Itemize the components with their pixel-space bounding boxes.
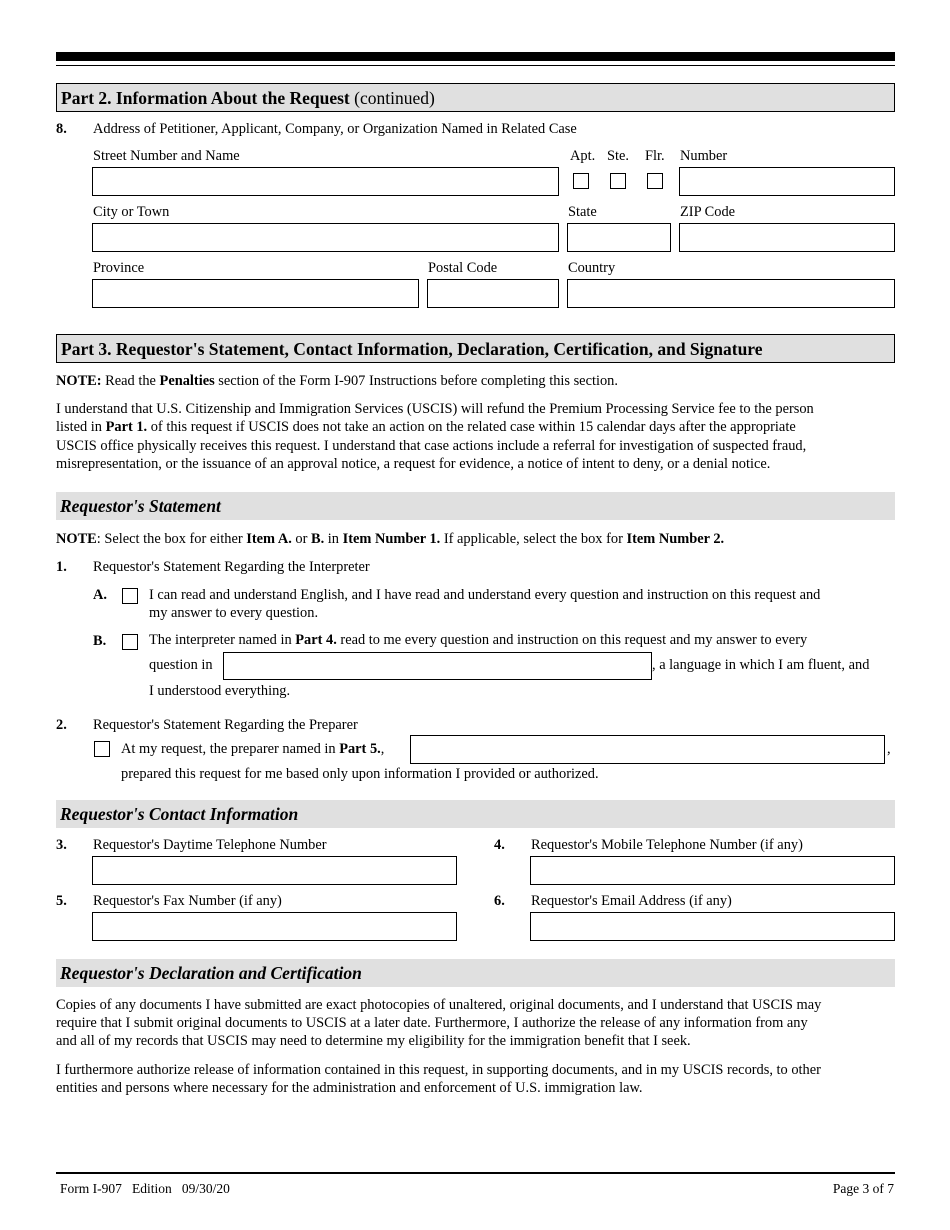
part2-title-suffix: (continued) [349, 88, 435, 108]
ste-label: Ste. [607, 148, 629, 164]
item-b-checkbox[interactable] [122, 634, 138, 650]
note-a: NOTE [56, 531, 97, 547]
daytime-phone-input[interactable] [92, 856, 457, 885]
part3-title: Part 3. Requestor's Statement, Contact Information, Declaration, Certification, and Signature [61, 339, 763, 359]
declaration-p1-line3: and all of my records that USCIS may need to determine my eligibility for the immigration benefit that I seek. [56, 1033, 691, 1049]
declaration-p2-line2: entities and persons where necessary for the administration and enforcement of U.S. immigration law. [56, 1080, 643, 1096]
note-text-end: section of the Form I-907 Instructions before completing this section. [214, 373, 618, 389]
email-input[interactable] [530, 912, 895, 941]
part3-para-line1: I understand that U.S. Citizenship and Immigration Services (USCIS) will refund the Premium Processing Service fee to the person [56, 401, 814, 417]
item-b-language-tail: , a language in which I am fluent, and [652, 657, 870, 673]
item2-line1 [121, 740, 384, 759]
item-b-letter: B. [93, 633, 107, 649]
preparer-name-input[interactable] [410, 735, 885, 764]
note-i: Item Number 2. [626, 531, 725, 547]
item5-label: Requestor's Fax Number (if any) [93, 893, 282, 909]
declaration-p1-line2: require that I submit original documents to USCIS at a later date. Furthermore, I authorize the release of any information from any [56, 1015, 808, 1031]
note-c: Item A. [246, 531, 292, 547]
item4-label: Requestor's Mobile Telephone Number (if any) [531, 837, 803, 853]
note-label: NOTE: [56, 373, 102, 389]
part3-para-line3: USCIS office physically receives this request. I understand that case actions include a referral for investigation of suspected fraud, [56, 438, 807, 454]
country-input[interactable] [567, 279, 895, 308]
top-rule-thick [56, 52, 895, 61]
item2-label: Requestor's Statement Regarding the Preparer [93, 717, 358, 733]
number-label: Number [680, 148, 728, 164]
mobile-phone-input[interactable] [530, 856, 895, 885]
para-part1-ref: Part 1. [105, 419, 148, 435]
item-b-line1 [149, 631, 807, 650]
note-h: If applicable, select the box for [440, 531, 627, 547]
item2-text: At my request, the preparer named in [121, 741, 340, 757]
statement-note [56, 530, 724, 549]
flr-checkbox[interactable] [647, 173, 663, 189]
item2-trailing-comma: , [887, 741, 891, 757]
city-input[interactable] [92, 223, 559, 252]
b-part4-ref: Part 4. [295, 632, 337, 648]
footer-form-edition: Form I-907 Edition 09/30/20 [60, 1181, 230, 1196]
footer-rule [56, 1172, 895, 1174]
b-text: The interpreter named in [149, 632, 296, 648]
item1-number: 1. [56, 559, 67, 575]
flr-label: Flr. [645, 148, 665, 164]
item-a-checkbox[interactable] [122, 588, 138, 604]
state-select[interactable] [567, 223, 671, 252]
city-label: City or Town [93, 204, 170, 220]
language-input[interactable] [223, 652, 652, 680]
part3-para-line4: misrepresentation, or the issuance of an approval notice, a request for evidence, a notice of intent to deny, or a denial notice. [56, 456, 771, 472]
item8-number: 8. [56, 121, 67, 137]
item1-label: Requestor's Statement Regarding the Interpreter [93, 559, 370, 575]
item2-number: 2. [56, 717, 67, 733]
postal-label: Postal Code [428, 260, 498, 276]
top-rule-thin [56, 65, 895, 66]
apt-label: Apt. [570, 148, 596, 164]
item6-number: 6. [494, 893, 505, 909]
item8-label: Address of Petitioner, Applicant, Company, or Organization Named in Related Case [93, 121, 577, 137]
number-input[interactable] [679, 167, 895, 196]
item-b-question-in: question in [149, 657, 213, 673]
item-a-line1: I can read and understand English, and I have read and understand every question and instruction on this request and [149, 587, 821, 603]
country-label: Country [568, 260, 616, 276]
street-input[interactable] [92, 167, 559, 196]
note-e: B. [311, 531, 325, 547]
postal-input[interactable] [427, 279, 559, 308]
declaration-header: Requestor's Declaration and Certification [56, 959, 895, 987]
item-a-letter: A. [93, 587, 107, 603]
apt-checkbox[interactable] [573, 173, 589, 189]
note-text: Read the [101, 373, 160, 389]
declaration-p2-line1: I furthermore authorize release of information contained in this request, in supporting documents, and in my USCIS records, to other [56, 1062, 821, 1078]
item3-number: 3. [56, 837, 67, 853]
item2-comma: , [380, 741, 385, 757]
province-input[interactable] [92, 279, 419, 308]
fax-input[interactable] [92, 912, 457, 941]
part2-title: Part 2. Information About the Request [61, 88, 350, 108]
para-text-cont: of this request if USCIS does not take an action on the related case within 15 calendar days after the appropriate [147, 419, 796, 435]
item-b-line3: I understood everything. [149, 683, 291, 699]
item2-line2: prepared this request for me based only upon information I provided or authorized. [121, 766, 599, 782]
note-d: or [291, 531, 311, 547]
zip-label: ZIP Code [680, 204, 736, 220]
part3-header [56, 334, 895, 363]
declaration-p1-line1: Copies of any documents I have submitted are exact photocopies of unaltered, original documents, and I understand that USCIS may [56, 997, 822, 1013]
province-label: Province [93, 260, 145, 276]
para-text: listed in [56, 419, 106, 435]
note-penalties: Penalties [159, 373, 215, 389]
footer-page-number: Page 3 of 7 [832, 1181, 894, 1196]
item2-part5-ref: Part 5. [339, 741, 381, 757]
note-f: in [324, 531, 343, 547]
part3-para-line2 [56, 418, 796, 437]
note-b: : Select the box for either [96, 531, 247, 547]
item4-number: 4. [494, 837, 505, 853]
item-a-line2: my answer to every question. [149, 605, 319, 621]
item3-label: Requestor's Daytime Telephone Number [93, 837, 327, 853]
zip-input[interactable] [679, 223, 895, 252]
part3-note [56, 372, 618, 391]
item6-label: Requestor's Email Address (if any) [531, 893, 732, 909]
note-g: Item Number 1. [342, 531, 441, 547]
part2-header [56, 83, 895, 112]
ste-checkbox[interactable] [610, 173, 626, 189]
statement-header: Requestor's Statement [56, 492, 895, 520]
b-text-cont: read to me every question and instruction on this request and my answer to every [336, 632, 808, 648]
contact-header: Requestor's Contact Information [56, 800, 895, 828]
item5-number: 5. [56, 893, 67, 909]
item2-checkbox[interactable] [94, 741, 110, 757]
state-label: State [568, 204, 597, 220]
street-label: Street Number and Name [93, 148, 240, 164]
